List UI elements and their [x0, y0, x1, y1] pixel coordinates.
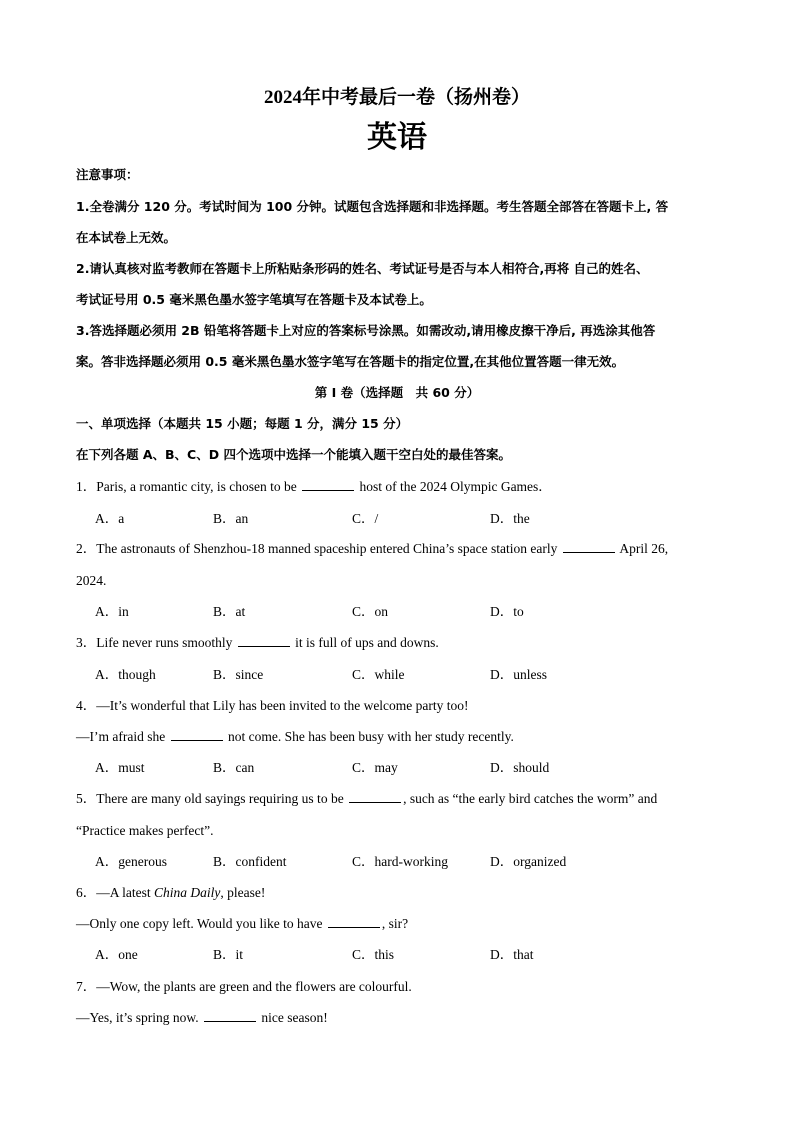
notice-item-3b: 案。答非选择题必须用 0.5 毫米黑色墨水签字笔写在答题卡的指定位置,在其他位置答题一律无效。: [76, 354, 625, 369]
question-4-option-b: B．can: [213, 760, 255, 775]
question-4-option-d: D．should: [490, 760, 550, 775]
question-5-option-a: A．generous: [95, 854, 167, 869]
question-5-option-d: D．organized: [490, 854, 567, 869]
question-4-stem-pre: —I’m afraid she: [76, 729, 166, 744]
answer-blank: [238, 634, 290, 647]
question-5-option-b: B．confident: [213, 854, 287, 869]
question-5-stem-post: , such as “the early bird catches the worm” and: [403, 791, 658, 806]
question-2-option-b: B．at: [213, 604, 246, 619]
question-5-stem-pre: 5．There are many old sayings requiring us to be: [76, 791, 344, 806]
question-2-option-c: C．on: [352, 604, 389, 619]
question-6-newspaper-title: China Daily: [154, 885, 221, 900]
section-instruction: 在下列各题 A、B、C、D 四个选项中选择一个能填入题干空白处的最佳答案。: [76, 447, 511, 462]
question-2-stem-line2: 2024.: [76, 573, 107, 588]
question-6-stem-line1-post: , please!: [220, 885, 266, 900]
question-2-option-a: A．in: [95, 604, 129, 619]
question-3-option-b: B．since: [213, 667, 264, 682]
question-2-option-d: D．to: [490, 604, 524, 619]
notice-item-1a: 1.全卷满分 120 分。考试时间为 100 分钟。试题包含选择题和非选择题。考生答题全部答在答题卡上, 答: [76, 199, 669, 214]
notice-item-1b: 在本试卷上无效。: [76, 230, 177, 245]
question-2-stem-post: April 26,: [619, 541, 669, 556]
notice-item-2a: 2.请认真核对监考教师在答题卡上所粘贴条形码的姓名、考试证号是否与本人相符合,再将 自己的姓名、: [76, 261, 649, 276]
question-3-stem-pre: 3．Life never runs smoothly: [76, 635, 233, 650]
answer-blank: [302, 478, 354, 491]
question-7-stem: [76, 1009, 328, 1027]
question-1-stem: [76, 478, 552, 496]
question-6-option-d: D．that: [490, 947, 534, 962]
question-7-stem-pre: —Yes, it’s spring now.: [76, 1010, 199, 1025]
exam-title: 2024年中考最后一卷（扬州卷）: [263, 87, 530, 108]
question-4-option-c: C．may: [352, 760, 398, 775]
question-1-option-c: C．/: [352, 511, 379, 526]
question-3-option-a: A．though: [95, 667, 156, 682]
question-5-stem: [76, 790, 657, 808]
question-3-stem: [76, 634, 439, 652]
question-4-stem-post: not come. She has been busy with her study recently.: [227, 729, 514, 744]
question-6-stem-pre: —Only one copy left. Would you like to have: [76, 916, 323, 931]
question-4-stem: [76, 728, 514, 746]
question-2-stem: [76, 540, 668, 558]
question-1-option-d: D．the: [490, 511, 530, 526]
section-heading: 一、单项选择（本题共 15 小题；每题 1 分，满分 15 分）: [76, 416, 409, 431]
question-4-stem-line1: 4．—It’s wonderful that Lily has been invited to the welcome party too!: [76, 698, 469, 713]
answer-blank: [171, 728, 223, 741]
answer-blank: [349, 790, 401, 803]
notice-item-3a: 3.答选择题必须用 2B 铅笔将答题卡上对应的答案标号涂黑。如需改动,请用橡皮擦干净后, 再选涂其他答: [76, 323, 656, 338]
question-6-option-b: B．it: [213, 947, 244, 962]
question-1-option-a: A．a: [95, 511, 125, 526]
answer-blank: [563, 540, 615, 553]
question-2-stem-pre: 2．The astronauts of Shenzhou-18 manned spaceship entered China’s space station early: [76, 541, 558, 556]
subject-title: 英语: [367, 120, 427, 155]
question-1-stem-post: host of the 2024 Olympic Games．: [359, 479, 552, 494]
part-heading: 第 I 卷（选择题 共 60 分）: [314, 385, 480, 400]
question-3-stem-post: it is full of ups and downs.: [295, 635, 439, 650]
question-3-option-d: D．unless: [490, 667, 547, 682]
question-5-stem-line2: “Practice makes perfect”.: [76, 823, 214, 838]
answer-blank: [328, 915, 380, 928]
question-7-stem-line1: 7．—Wow, the plants are green and the flowers are colourful.: [76, 979, 412, 994]
notice-heading: 注意事项：: [76, 167, 139, 182]
question-6-stem-line1-pre: 6．—A latest: [76, 885, 151, 900]
question-1-stem-pre: 1．Paris, a romantic city, is chosen to be: [76, 479, 297, 494]
question-6-stem-line1: [76, 884, 265, 902]
question-6-option-a: A．one: [95, 947, 138, 962]
notice-item-2b: 考试证号用 0.5 毫米黑色墨水签字笔填写在答题卡及本试卷上。: [76, 292, 432, 307]
question-7-stem-post: nice season!: [261, 1010, 328, 1025]
question-3-option-c: C．while: [352, 667, 405, 682]
answer-blank: [204, 1009, 256, 1022]
question-6-option-c: C．this: [352, 947, 395, 962]
question-1-option-b: B．an: [213, 511, 249, 526]
question-6-stem-post: , sir?: [381, 916, 409, 931]
question-4-option-a: A．must: [95, 760, 145, 775]
question-6-stem: [76, 915, 408, 933]
question-5-option-c: C．hard-working: [352, 854, 448, 869]
